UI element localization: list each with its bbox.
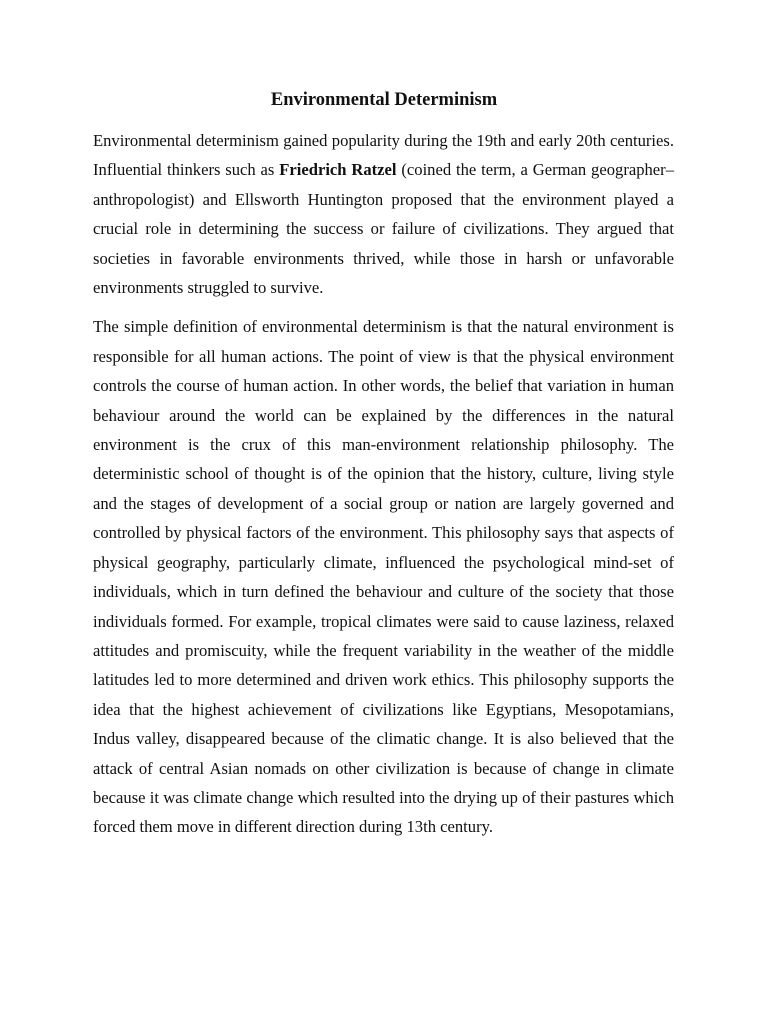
paragraph-1-text-start: Environmental determinism gained popularity during the 19th and early 20th centuries. Influential thinkers such as: [93, 131, 674, 180]
paragraph-2: The simple definition of environmental determinism is that the natural environment is responsible for all human actions. The point of view is that the physical environment controls the course of human action. In other words, the belief that variation in human behaviour around the world can be explained by the differences in the natural environment is the crux of this man-environment relationship philosophy. The deterministic school of thought is of the opinion that the history, culture, living style and the stages of development of a social group or nation are largely governed and controlled by physical factors of the environment. This philosophy says that aspects of physical geography, particularly climate, influenced the psychological mind-set of individuals, which in turn defined the behaviour and culture of the society that those individuals formed. For example, tropical climates were said to cause laziness, relaxed attitudes and promiscuity, while the frequent variability in the weather of the middle latitudes led to more determined and driven work ethics. This philosophy supports the idea that the highest achievement of civilizations like Egyptians, Mesopotamians, Indus valley, disappeared because of the climatic change. It is also believed that the attack of central Asian nomads on other civilization is because of change in climate because it was climate change which resulted into the drying up of their pastures which forced them move in different direction during 13th century.: [93, 317, 674, 837]
paragraph-1-text-end: (coined the term, a German geographer–anthropologist) and Ellsworth Huntington proposed that the environment played a crucial role in determining the success or failure of civilizations. They argued that societies in favorable environments thrived, while those in harsh or unfavorable environments struggled to survive.: [93, 160, 674, 298]
document-title: Environmental Determinism: [270, 90, 498, 110]
paragraph-1: [93, 126, 674, 302]
document-body: [93, 126, 674, 842]
paragraph-1-bold-name: Friedrich Ratzel: [279, 160, 397, 180]
